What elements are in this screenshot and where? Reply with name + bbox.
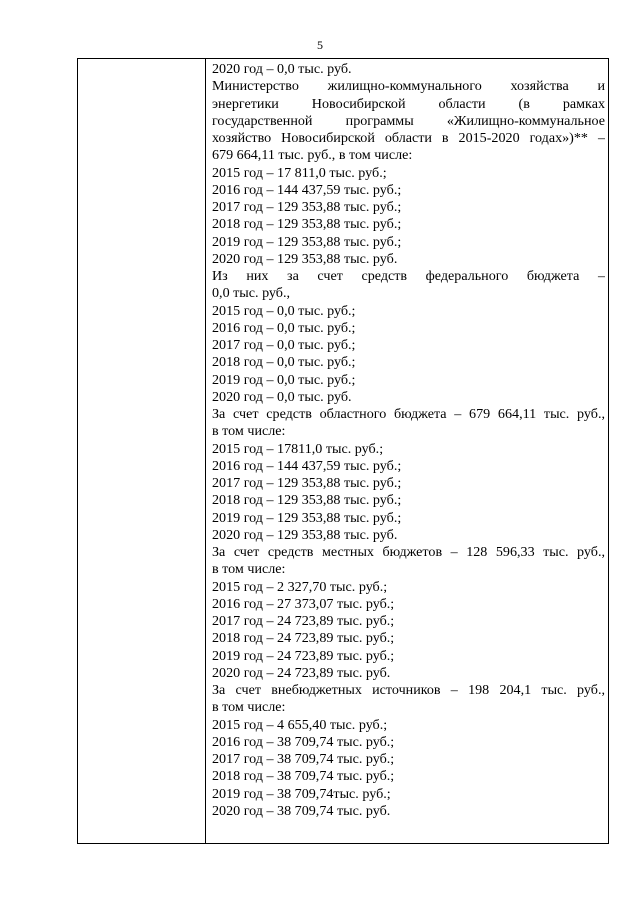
text-line: 2019 год – 24 723,89 тыс. руб.; [212, 647, 395, 664]
page-number: 5 [317, 38, 323, 52]
text-line: 2018 год – 24 723,89 тыс. руб.; [212, 630, 395, 647]
text-line: 2015 год – 0,0 тыс. руб.; [212, 302, 356, 319]
text-line: Из них за счет средств федерального бюджета – [212, 268, 605, 284]
text-line: 2015 год – 17 811,0 тыс. руб.; [212, 164, 387, 181]
text-line: 2019 год – 38 709,74тыс. руб.; [212, 785, 391, 802]
text-line: За счет внебюджетных источников – 198 204,1 тыс. руб., [212, 682, 605, 698]
text-line: 2015 год – 2 327,70 тыс. руб.; [212, 578, 388, 595]
text-line: 2016 год – 38 709,74 тыс. руб.; [212, 733, 395, 750]
left-column-cell [78, 59, 205, 843]
text-line: 2017 год – 129 353,88 тыс. руб.; [212, 475, 402, 491]
text-line: 2016 год – 27 373,07 тыс. руб.; [212, 595, 395, 612]
text-line: 2020 год – 0,0 тыс. руб. [212, 61, 352, 77]
text-line: 2020 год – 129 353,88 тыс. руб. [212, 250, 398, 267]
text-line: 679 664,11 тыс. руб., в том числе: [212, 147, 413, 164]
text-line: 2018 год – 129 353,88 тыс. руб.; [212, 216, 402, 233]
text-line: хозяйство Новосибирской области в 2015-2020 годах»)** – [212, 130, 605, 146]
text-line: 2018 год – 129 353,88 тыс. руб.; [212, 492, 402, 509]
right-column-cell [212, 61, 605, 820]
text-line: в том числе: [212, 561, 286, 578]
text-line: государственной программы «Жилищно-коммунальное [212, 112, 605, 129]
text-line: 2017 год – 129 353,88 тыс. руб.; [212, 199, 402, 215]
text-line: 2020 год – 24 723,89 тыс. руб. [212, 664, 391, 681]
text-line: 2015 год – 17811,0 тыс. руб.; [212, 440, 384, 457]
text-line: 2020 год – 129 353,88 тыс. руб. [212, 526, 398, 543]
text-line: 2020 год – 0,0 тыс. руб. [212, 388, 352, 405]
text-line: 2019 год – 129 353,88 тыс. руб.; [212, 509, 402, 526]
text-line: энергетики Новосибирской области (в рамках [212, 95, 605, 112]
text-line: 2018 год – 0,0 тыс. руб.; [212, 354, 356, 371]
text-line: 2016 год – 144 437,59 тыс. руб.; [212, 457, 402, 474]
text-line: 2018 год – 38 709,74 тыс. руб.; [212, 768, 395, 785]
text-line: 2020 год – 38 709,74 тыс. руб. [212, 802, 391, 819]
text-line: 2015 год – 4 655,40 тыс. руб.; [212, 716, 388, 733]
text-line: 2016 год – 0,0 тыс. руб.; [212, 319, 356, 336]
document-table [77, 58, 609, 844]
column-divider [205, 59, 206, 843]
text-line: 2017 год – 24 723,89 тыс. руб.; [212, 613, 395, 629]
text-line: Министерство жилищно-коммунального хозяйства и [212, 78, 605, 95]
text-line: 2017 год – 38 709,74 тыс. руб.; [212, 751, 395, 767]
text-line: 0,0 тыс. руб., [212, 285, 291, 302]
text-line: За счет средств областного бюджета – 679 664,11 тыс. руб., [212, 406, 605, 422]
text-line: 2016 год – 144 437,59 тыс. руб.; [212, 181, 402, 198]
text-line: 2019 год – 0,0 тыс. руб.; [212, 371, 356, 388]
text-line: в том числе: [212, 699, 286, 716]
text-line: в том числе: [212, 423, 286, 440]
text-line: 2019 год – 129 353,88 тыс. руб.; [212, 233, 402, 250]
text-line: 2017 год – 0,0 тыс. руб.; [212, 337, 356, 353]
text-line: За счет средств местных бюджетов – 128 596,33 тыс. руб., [212, 544, 605, 560]
